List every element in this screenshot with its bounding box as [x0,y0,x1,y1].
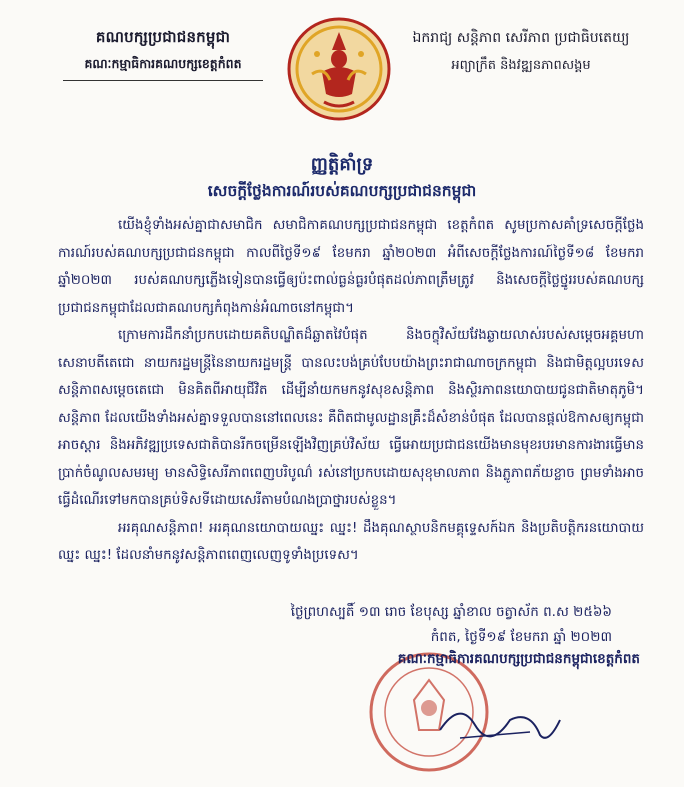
lunar-date: ថ្ងៃព្រហស្បតិ៍ ១៣ រោច ខែបុស្ស ឆ្នាំខាល ចត្វាស័ក ព.ស ២៥៦៦ [290,604,612,620]
party-emblem-icon [284,14,394,124]
motto-line-2: អព្យាក្រឹត និងវឌ្ឍនភាពសង្គម [451,58,591,73]
document-title: ញ្ញត្តិគាំទ្រ [310,154,374,175]
paragraph-3: អរគុណសន្តិភាព! អរគុណនយោបាយឈ្នះ ឈ្នះ! ដឹងគុណស្ថាបនិកមគ្គុទ្ទេសក៍ឯក និងប្រតិបត្តិករនយោបាយ ឈ្នះ ឈ្នះ! ដែលនាំមកនូវសន្តិភាពពេញលេញទូទាំងប្រទេស។ [58,520,644,563]
party-name: គណបក្សប្រជាជនកម្ពុជា [95,28,231,46]
solar-date: កំពត, ថ្ងៃទី១៩ ខែមករា ឆ្នាំ ២០២៣ [430,629,612,645]
header-rule [63,80,263,81]
motto-line-1: ឯករាជ្យ សន្តិភាព សេរីភាព ប្រជាធិបតេយ្យ [412,30,630,46]
committee-name: គណៈកម្មាធិការគណបក្សខេត្តកំពត [84,56,242,71]
header-right [396,28,646,76]
header-left [48,28,278,81]
document-subtitle: សេចក្តីថ្លែងការណ៍របស់គណបក្សប្រជាជនកម្ពុជា [207,182,477,200]
document-body [58,212,644,570]
signature-icon [430,690,570,750]
paragraph-1: យើងខ្ញុំទាំងអស់គ្នាជាសមាជិក សមាជិកាគណបក្សប្រជាជនកម្ពុជា ខេត្តកំពត សូមប្រកាសគាំទ្រសេចក្តីថ្លែងការណ៍របស់គណបក្សប្រជាជនកម្ពុជា កាលពីថ្ងៃទី១៩ ខែមករា ឆ្នាំ២០២៣ អំពីសេចក្តីថ្លែងការណ៍ថ្ងៃទី១៨ ខែមករា ឆ្នាំ២០២៣ របស់គណបក្សភ្លើងទៀនបានធ្វើឲ្យប៉ះពាល់ធ្ងន់ធ្ងរបំផុតដល់ភាពត្រឹមត្រូវ និងសេចក្តីថ្លៃថ្នូររបស់គណបក្សប្រជាជនកម្ពុជាដែលជាគណបក្សកំពុងកាន់អំណាចនៅកម្ពុជា។ [58,218,644,316]
paragraph-2: ក្រោមការដឹកនាំប្រកបដោយគតិបណ្ឌិតដ៏ឆ្លាតវៃបំផុត និងចក្ខុវិស័យវែងឆ្ងាយលាស់របស់សម្តេចអគ្គមហាសេនាបតីតេជោ នាយករដ្ឋមន្ត្រីនៃនាយករដ្ឋមន្ត្រី បានលះបង់គ្រប់បែបយ៉ាងព្រះរាជាណាចក្រកម្ពុជា និងជាមិត្តល្អបរទេសសន្តិភាពសម្តេចតេជោ មិនគិតពីអាយុជីវិត ដើម្បីនាំយកមកនូវសុខសន្តិភាព និងស្ថិរភាពនយោបាយជូនជាតិមាតុភូមិ។ សន្តិភាព ដែលយើងទាំងអស់គ្នាទទួលបាននៅពេលនេះ គឺពិតជាមូលដ្ឋានគ្រឹះដ៏សំខាន់បំផុត ដែលបានផ្តល់ឱកាសឲ្យកម្ពុជាអាចស្តារ និងអភិវឌ្ឍប្រទេសជាតិបានរីកចម្រើនឡើងវិញគ្រប់វិស័យ ធ្វើអោយប្រជាជនយើងមានមុខរបរមានការងារធ្វើមានប្រាក់ចំណូលសមរម្យ មានសិទ្ធិសេរីភាពពេញបរិបូណ៌ រស់នៅប្រកបដោយសុខុមាលភាព និងភ្លូភាពភ័យខ្លាច ព្រមទាំងអាចធ្វើដំណើរទៅមកបានគ្រប់ទិសទីដោយសេរីតាមបំណងប្រាថ្នារបស់ខ្លួន។ [58,328,644,508]
signatory-title: គណៈកម្មាធិការគណបក្សប្រជាជនកម្ពុជាខេត្តកំពត [397,651,640,667]
